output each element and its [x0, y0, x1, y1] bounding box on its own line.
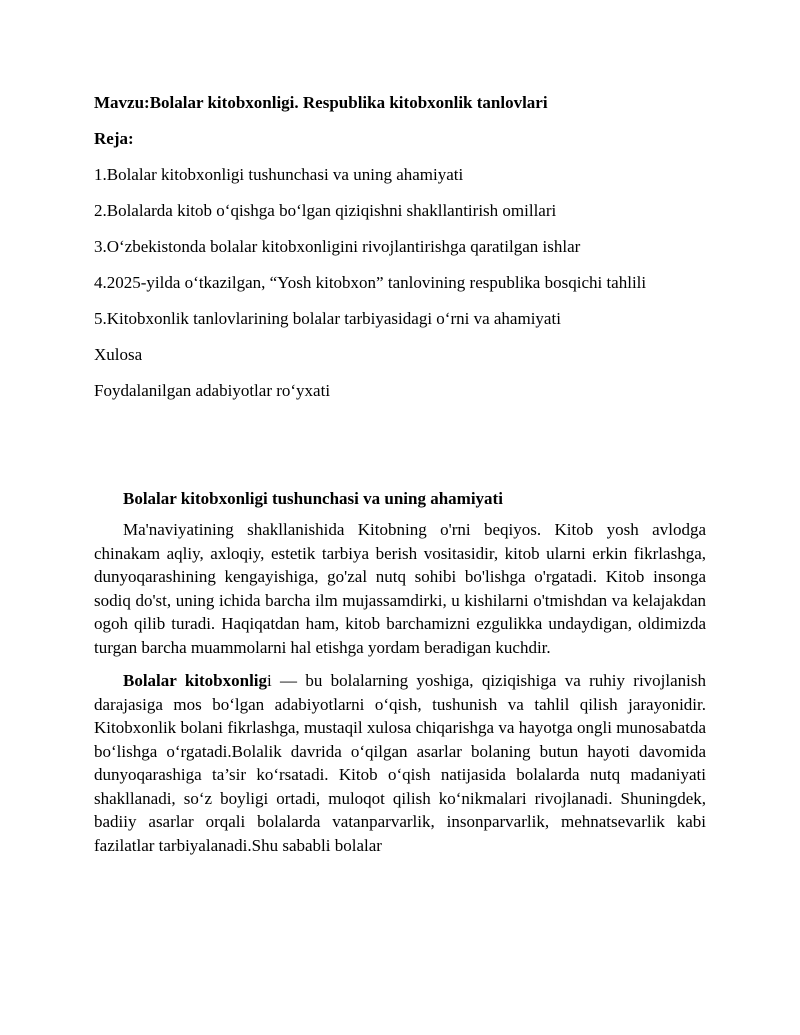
plan-item: 5.Kitobxonlik tanlovlarining bolalar tarbiyasidagi o‘rni va ahamiyati: [94, 309, 561, 328]
paragraph-2-text: i — bu bolalarning yoshiga, qiziqishiga va ruhiy rivojlanish darajasiga mos bo‘lgan adabiyotlarni o‘qish, tushunish va tahlil qilish jarayonidir. Kitobxonlik bolani fikrlashga, mustaqil xulosa chiqarishga va hayotga ongli munosabatda bo‘lishga o‘rgatadi.Bolalik davrida o‘qilgan asarlar bolaning butun hayoti davomida dunyoqarashiga ta’sir ko‘rsatadi. Kitob o‘qish natijasida bolalarda nutq madaniyati shakllanadi, so‘z boyligi ortadi, muloqot qilish ko‘nikmalari rivojlanadi. Shuningdek, badiiy asarlar orqali bolalarda vatanparvarlik, insonparvarlik, mehnatsevarlik kabi fazilatlar tarbiyalanadi.Shu sababli bolalar: [94, 671, 706, 855]
document-page: [94, 92, 706, 867]
body-paragraph-2: [94, 669, 706, 857]
plan-item-conclusion: Xulosa: [94, 345, 143, 364]
plan-list: [94, 164, 706, 402]
document-title: Mavzu:Bolalar kitobxonligi. Respublika kitobxonlik tanlovlari: [94, 93, 548, 112]
plan-item: 4.2025-yilda o‘tkazilgan, “Yosh kitobxon” tanlovining respublika bosqichi tahlili: [94, 273, 647, 292]
section-heading: Bolalar kitobxonligi tushunchasi va uning ahamiyati: [123, 489, 503, 508]
plan-item: 1.Bolalar kitobxonligi tushunchasi va uning ahamiyati: [94, 165, 464, 184]
plan-item-references: Foydalanilgan adabiyotlar ro‘yxati: [94, 381, 331, 400]
plan-item: 3.O‘zbekistonda bolalar kitobxonligini rivojlantirishga qaratilgan ishlar: [94, 237, 581, 256]
plan-heading: Reja:: [94, 129, 134, 148]
body-paragraph-1: Ma'naviyatining shakllanishida Kitobning o'rni beqiyos. Kitob yosh avlodga chinakam aqliy, axloqiy, estetik tarbiya berish vositasidir, kitob ularni erkin fikrlashga, dunyoqarashining kengayishiga, go'zal nutq sohibi bo'lishga o'rgatadi. Kitob insonga sodiq do'st, uning ichida barcha ilm mujassamdirki, u kishilarni o'tmishdan va kelajakdan ogoh qilib turadi. Haqiqatdan ham, kitob barchamizni ezgulikka undaydigan, oldimizda turgan barcha muammolarni hal etishga yordam beradigan kuchdir.: [94, 520, 706, 657]
plan-item: 2.Bolalarda kitob o‘qishga bo‘lgan qiziqishni shakllantirish omillari: [94, 201, 557, 220]
paragraph-term-bold: Bolalar kitobxonlig: [123, 671, 268, 690]
